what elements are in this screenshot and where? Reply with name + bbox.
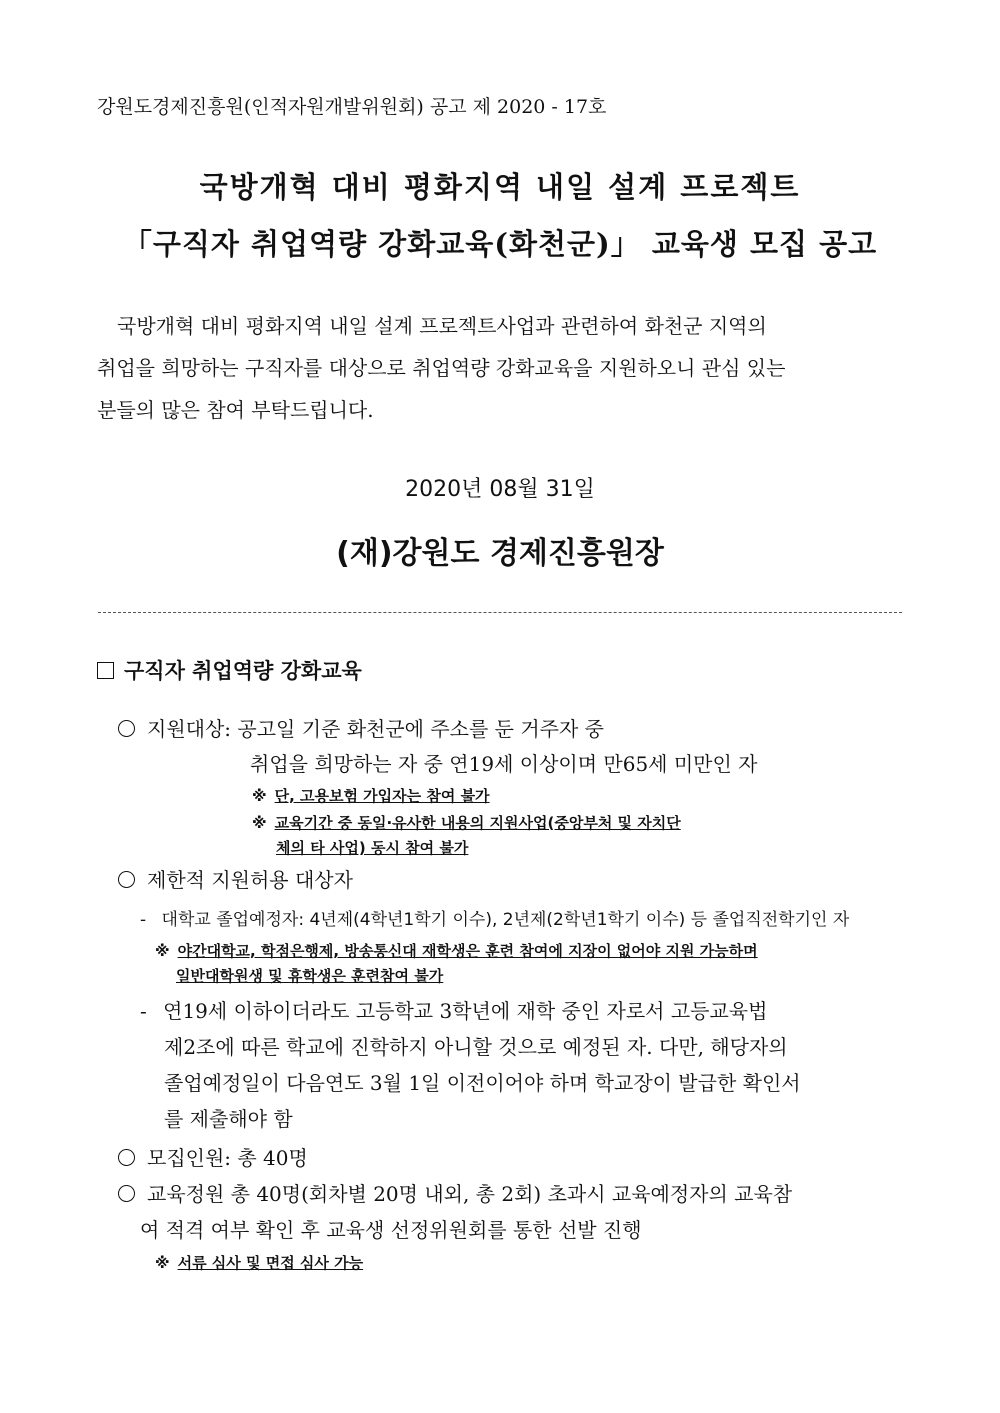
circle-bullet-icon [118,720,135,737]
limited-item-2 [140,995,767,1024]
recruit-count-item [118,1142,308,1171]
title-line-2: 「구직자 취업역량 강화교육(화천군)」 교육생 모집 공고 [122,227,878,261]
note-text: 단, 고용보험 가입자는 참여 불가 [274,787,490,805]
note-text: 서류 심사 및 면접 심사 가능 [177,1254,364,1272]
limited-heading-text: 제한적 지원허용 대상자 [147,868,353,892]
title-line-1: 국방개혁 대비 평화지역 내일 설계 프로젝트 [199,170,801,204]
section-divider [98,612,902,613]
limited-item-1-note [155,940,758,961]
eligibility-note-2 [252,812,681,833]
dash-mark: - [140,999,147,1023]
selection-line-2: 여 적격 여부 확인 후 교육생 선정위원회를 통한 선발 진행 [140,1218,642,1242]
limited-item-1-note-cont [176,965,443,986]
eligibility-line: 지원대상: 공고일 기준 화천군에 주소를 둔 거주자 중 [147,717,604,741]
selection-item [118,1178,792,1207]
limited-item-2-line: 제2조에 따른 학교에 진학하지 아니할 것으로 예정된 자. 다만, 해당자의 [164,1035,788,1059]
limited-item-text: 연19세 이하이더라도 고등학교 3학년에 재학 중인 자로서 고등교육법 [163,999,768,1023]
issuer-name: (재)강원도 경제진흥원장 [336,536,664,571]
note-text: 교육기간 중 동일·유사한 내용의 지원사업(중앙부처 및 자치단 [274,814,681,832]
note-text: 일반대학원생 및 휴학생은 훈련참여 불가 [176,967,444,985]
announcement-date: 2020년 08월 31일 [405,477,595,502]
eligibility-item [118,713,604,742]
eligibility-note-2-cont [276,837,468,858]
intro-line: 취업을 희망하는 구직자를 대상으로 취업역량 강화교육을 지원하오니 관심 있는 [97,356,786,380]
reference-mark: ※ [252,787,267,805]
section-heading-text: 구직자 취업역량 강화교육 [124,659,362,683]
recruit-text: 모집인원: 총 40명 [147,1146,308,1170]
intro-paragraph [97,305,905,431]
selection-note [155,1252,363,1273]
limited-item-text: 대학교 졸업예정자: 4년제(4학년1학기 이수), 2년제(2학년1학기 이수) 등 졸업직전학기인 자 [161,910,850,930]
reference-mark: ※ [155,1254,170,1272]
circle-bullet-icon [118,871,135,888]
square-bullet-icon [97,662,114,679]
reference-mark: ※ [252,814,267,832]
section-heading [97,655,362,685]
dash-mark: - [140,910,147,930]
eligibility-note-1 [252,785,490,806]
reference-mark: ※ [155,942,170,960]
note-text: 야간대학교, 학점은행제, 방송통신대 재학생은 훈련 참여에 지장이 없어야 지원 가능하며 [177,942,758,960]
notice-number: 강원도경제진흥원(인적자원개발위원회) 공고 제 2020 - 17호 [97,96,607,118]
note-text: 체의 타 사업) 동시 참여 불가 [276,839,469,857]
intro-line: 국방개혁 대비 평화지역 내일 설계 프로젝트사업과 관련하여 화천군 지역의 [117,314,767,338]
circle-bullet-icon [118,1185,135,1202]
limited-support-heading [118,864,353,893]
selection-text: 교육정원 총 40명(회차별 20명 내외, 총 2회) 초과시 교육예정자의 교육참 [147,1182,793,1206]
intro-line: 분들의 많은 참여 부탁드립니다. [97,398,374,422]
limited-item-2-line: 를 제출해야 함 [164,1107,293,1131]
circle-bullet-icon [118,1149,135,1166]
eligibility-line-2: 취업을 희망하는 자 중 연19세 이상이며 만65세 미만인 자 [250,752,758,776]
limited-item-2-line: 졸업예정일이 다음연도 3월 1일 이전이어야 하며 학교장이 발급한 확인서 [164,1071,801,1095]
limited-item-1 [140,905,849,930]
